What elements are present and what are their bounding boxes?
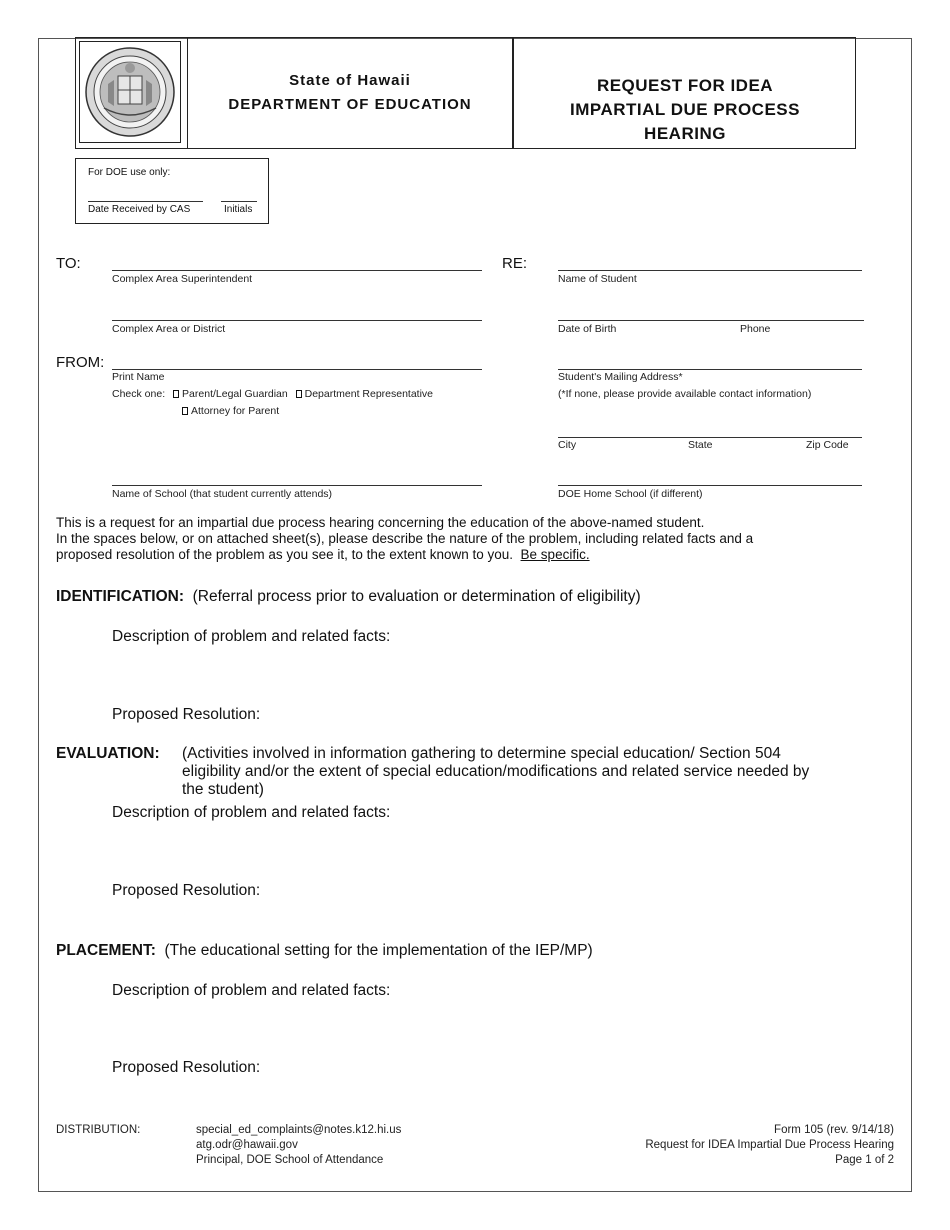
- distribution-recipients: [196, 1123, 401, 1168]
- mailing-address-note: (*If none, please provide available contact information): [558, 388, 812, 400]
- phone-label: Phone: [740, 323, 771, 335]
- state-label: State: [688, 439, 713, 451]
- recipient-principal: Principal, DOE School of Attendance: [196, 1154, 384, 1166]
- dob-label: Date of Birth: [558, 323, 617, 335]
- intro-paragraph: [56, 515, 753, 563]
- evaluation-heading: EVALUATION:: [56, 745, 160, 762]
- superintendent-field[interactable]: [112, 270, 482, 271]
- intro-line-2: In the spaces below, or on attached sheet(s), please describe the nature of the problem, including related facts and a: [56, 531, 754, 546]
- student-name-field[interactable]: [558, 270, 862, 271]
- department-rep-option-label: Department Representative: [304, 388, 434, 400]
- placement-resolution-label: Proposed Resolution:: [112, 1059, 261, 1076]
- placement-heading-row: [56, 942, 593, 960]
- intro-line-1: This is a request for an impartial due process hearing concerning the education of the above-named student.: [56, 515, 705, 530]
- placement-heading: PLACEMENT:: [56, 942, 156, 959]
- print-name-label: Print Name: [112, 371, 165, 383]
- identification-heading: IDENTIFICATION:: [56, 588, 185, 605]
- evaluation-problem-label: Description of problem and related facts:: [112, 804, 391, 821]
- page-number: Page 1 of 2: [835, 1154, 894, 1166]
- initials-label: Initials: [224, 204, 253, 215]
- form-title-line-3: HEARING: [644, 124, 726, 143]
- district-field[interactable]: [112, 320, 482, 321]
- school-field[interactable]: [112, 485, 482, 486]
- city-state-zip-field[interactable]: [558, 437, 862, 438]
- re-label: RE:: [502, 255, 528, 272]
- department-name: DEPARTMENT OF EDUCATION: [228, 96, 472, 113]
- school-label: Name of School (that student currently attends): [112, 488, 333, 500]
- placement-desc: (The educational setting for the implementation of the IEP/MP): [164, 942, 593, 959]
- superintendent-label: Complex Area Superintendent: [112, 273, 253, 285]
- recipient-complaints-email: special_ed_complaints@notes.k12.hi.us: [196, 1124, 402, 1136]
- city-label: City: [558, 439, 577, 451]
- date-received-line[interactable]: [88, 201, 203, 202]
- zip-label: Zip Code: [806, 439, 849, 451]
- print-name-field[interactable]: [112, 369, 482, 370]
- hawaii-state-seal-icon: [79, 41, 181, 143]
- parent-option-label: Parent/Legal Guardian: [182, 388, 288, 400]
- doe-use-title: For DOE use only:: [88, 167, 171, 178]
- attorney-option-label: Attorney for Parent: [191, 405, 280, 417]
- dob-phone-field[interactable]: [558, 320, 864, 321]
- evaluation-desc-line-2: eligibility and/or the extent of special education/modifications and related service needed by: [182, 763, 810, 780]
- placement-problem-label: Description of problem and related facts:: [112, 982, 391, 999]
- initials-line[interactable]: [221, 201, 257, 202]
- department-rep-checkbox[interactable]: [296, 390, 302, 398]
- state-name: State of Hawaii: [289, 72, 411, 89]
- intro-line-3-wrap: [56, 547, 753, 563]
- mailing-address-label: Student's Mailing Address*: [558, 371, 683, 383]
- form-title-line-2: IMPARTIAL DUE PROCESS: [570, 100, 800, 119]
- check-one-row: [112, 388, 433, 400]
- intro-line-3: proposed resolution of the problem as you see it, to the extent known to you.: [56, 547, 514, 562]
- attorney-option: [182, 405, 279, 417]
- parent-checkbox[interactable]: [173, 390, 179, 398]
- evaluation-desc: [182, 745, 809, 799]
- student-name-label: Name of Student: [558, 273, 637, 285]
- date-received-label: Date Received by CAS: [88, 204, 191, 215]
- identification-heading-row: [56, 588, 641, 606]
- to-label: TO:: [56, 255, 81, 272]
- evaluation-desc-line-1: (Activities involved in information gathering to determine special education/ Section 504: [182, 745, 781, 762]
- check-one-label: Check one:: [112, 388, 166, 400]
- district-label: Complex Area or District: [112, 323, 226, 335]
- doe-use-box: [75, 158, 269, 224]
- evaluation-resolution-label: Proposed Resolution:: [112, 882, 261, 899]
- form-title: [514, 74, 856, 146]
- home-school-label: DOE Home School (if different): [558, 488, 703, 500]
- from-label: FROM:: [56, 354, 105, 371]
- seal-cell: [75, 37, 188, 149]
- form-number: Form 105 (rev. 9/14/18): [774, 1124, 894, 1136]
- form-title-line-1: REQUEST FOR IDEA: [596, 76, 774, 95]
- mailing-address-field[interactable]: [558, 369, 862, 370]
- identification-problem-label: Description of problem and related facts:: [112, 628, 391, 645]
- form-footer-title: Request for IDEA Impartial Due Process Hearing: [645, 1139, 894, 1151]
- distribution-label: DISTRIBUTION:: [56, 1124, 141, 1136]
- attorney-checkbox[interactable]: [182, 407, 188, 415]
- home-school-field[interactable]: [558, 485, 862, 486]
- identification-resolution-label: Proposed Resolution:: [112, 706, 261, 723]
- be-specific-emphasis: Be specific.: [520, 547, 590, 562]
- evaluation-desc-line-3: the student): [182, 781, 264, 798]
- recipient-atg-email: atg.odr@hawaii.gov: [196, 1139, 298, 1151]
- form-info: [645, 1123, 894, 1168]
- identification-desc: (Referral process prior to evaluation or determination of eligibility): [192, 588, 641, 605]
